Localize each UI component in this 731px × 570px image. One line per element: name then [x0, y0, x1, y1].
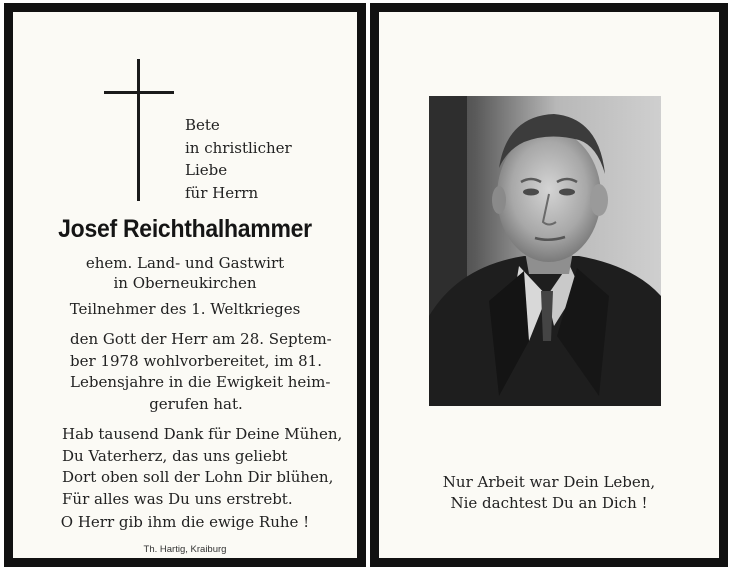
- death-notice-line: den Gott der Herr am 28. Septem-: [70, 330, 332, 348]
- death-notice: [70, 329, 332, 415]
- quote-line: Nie dachtest Du an Dich !: [450, 494, 648, 512]
- left-memorial-card: [4, 3, 366, 567]
- occupation-line: in Oberneukirchen: [113, 274, 257, 292]
- prayer-line: für Herrn: [185, 183, 259, 202]
- prayer-request: [185, 114, 292, 204]
- poem-line: Dort oben soll der Lohn Dir blühen,: [62, 468, 334, 486]
- prayer-line: Bete: [185, 116, 220, 134]
- right-memorial-card: [370, 3, 728, 567]
- portrait-photo: [429, 96, 661, 406]
- cross-icon: [137, 59, 140, 201]
- quote-line: Nur Arbeit war Dein Leben,: [442, 473, 656, 491]
- printer-credit: Th. Hartig, Kraiburg: [143, 544, 227, 555]
- cross-icon-bar: [104, 91, 174, 94]
- prayer-line: Liebe: [185, 161, 228, 179]
- veteran-line: Teilnehmer des 1. Weltkrieges: [69, 300, 301, 318]
- poem-line: Für alles was Du uns erstrebt.: [62, 489, 293, 508]
- poem-line: Hab tausend Dank für Deine Mühen,: [62, 425, 343, 443]
- memorial-quote: [379, 472, 719, 514]
- prayer-line: in christlicher: [185, 138, 292, 157]
- poem: [62, 424, 342, 510]
- death-notice-line: Lebensjahre in die Ewigkeit heim-: [70, 373, 331, 391]
- death-notice-line: gerufen hat.: [149, 394, 243, 413]
- deceased-name: Josef Reichthalhammer: [58, 215, 312, 243]
- poem-line: Du Vaterherz, das uns geliebt: [62, 446, 288, 465]
- occupation: [13, 253, 357, 293]
- death-notice-line: ber 1978 wohlvorbereitet, im 81.: [70, 351, 322, 370]
- occupation-line: ehem. Land- und Gastwirt: [85, 254, 285, 272]
- final-prayer: O Herr gib ihm die ewige Ruhe !: [60, 513, 310, 531]
